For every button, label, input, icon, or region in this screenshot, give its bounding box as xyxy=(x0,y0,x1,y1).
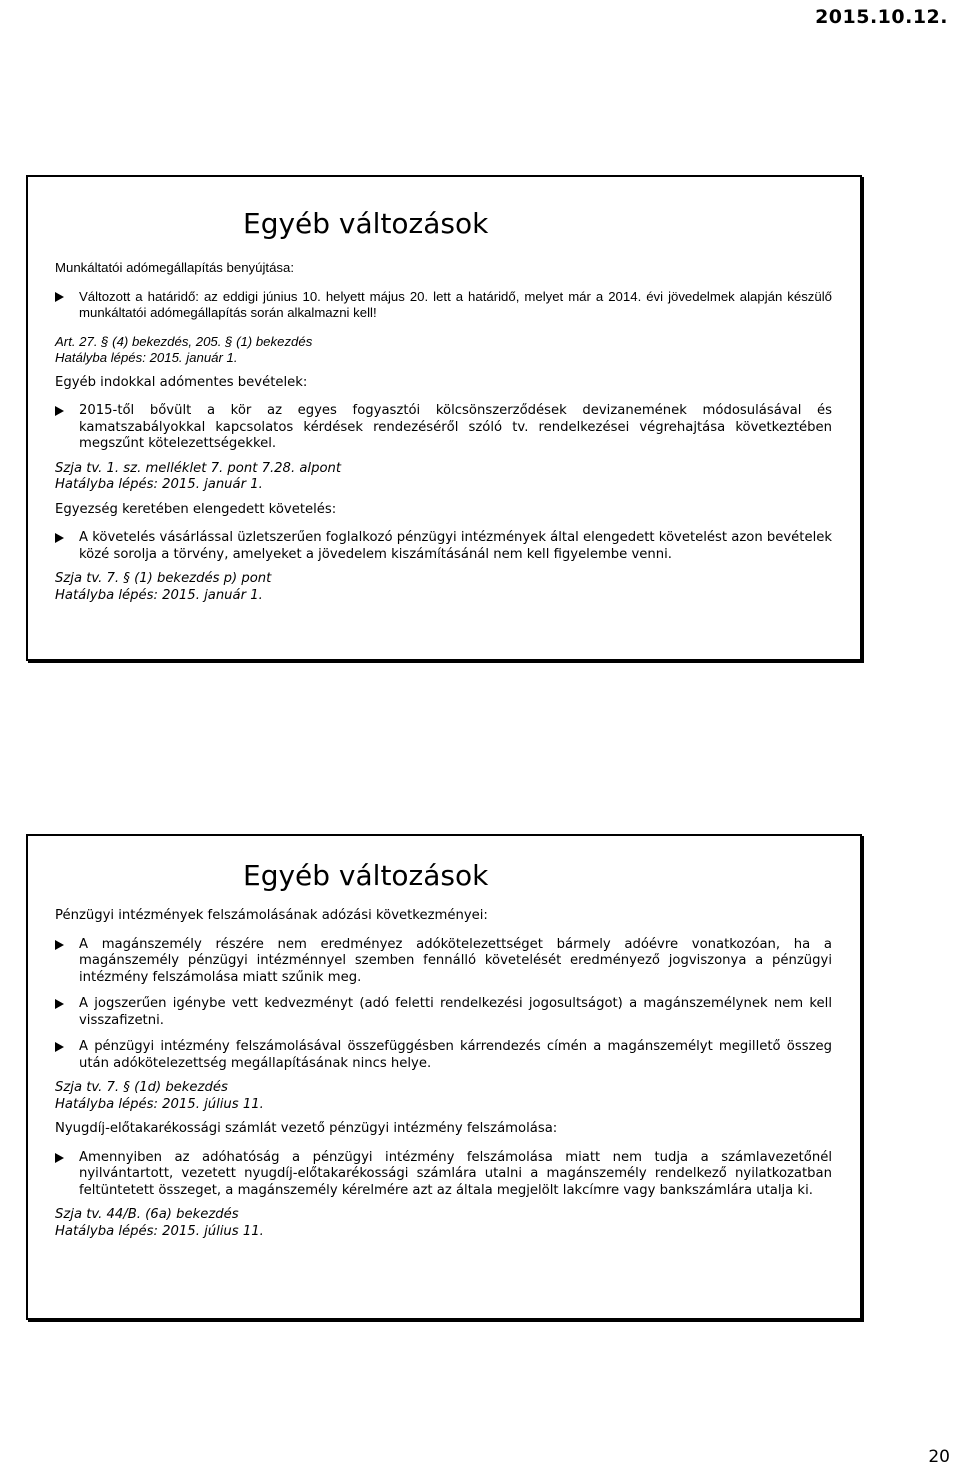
bullet-item xyxy=(55,937,832,987)
law-reference: Art. 27. § (4) bekezdés, 205. § (1) bekezdés xyxy=(55,333,313,349)
law-reference: Szja tv. 1. sz. melléklet 7. pont 7.28. alpont xyxy=(55,460,342,476)
section-heading: Egyéb indokkal adómentes bevételek: xyxy=(55,374,308,390)
bullet-item xyxy=(55,1150,832,1200)
document-date: 2015.10.12. xyxy=(815,6,948,28)
bullet-text: Változott a határidő: az eddigi június 10. helyett május 20. lett a határidő, melyet már a 2014. évi jövedelmek alapján készülő munkáltatói adómegállapítás során alkalmazni kell! xyxy=(79,288,832,320)
section-heading: Pénzügyi intézmények felszámolásának adózási következményei: xyxy=(55,908,488,923)
effective-date: Hatályba lépés: 2015. július 11. xyxy=(55,1223,264,1239)
bullet-text: A követelés vásárlással üzletszerűen foglalkozó pénzügyi intézmények által elengedett követelést azon bevételek közé sorolja a törvény, amelyeket a jövedelem kiszámításánál nem kell figyelembe venni. xyxy=(79,530,832,562)
bullet-text: 2015-től bővült a kör az egyes fogyasztói kölcsönszerződések devizanemének módosulásával és kamatszabályokkal kapcsolatos kérdések rendezéséről szóló tv. rendelkezései végrehajtása következtében megszűnt kötelezettségekkel. xyxy=(79,403,832,451)
bullet-text: Amennyiben az adóhatóság a pénzügyi intézmény felszámolása miatt nem tudja a számlavezetőnél nyilvántartott, vezetett nyugdíj-előtakarékossági számlára utalni a magánszemély rendelkező nyilatkozatban feltüntetett összeget, a magánszemély kérelmére azt az általa megjelölt lakcímre vagy bankszámlára utalja ki. xyxy=(79,1149,832,1198)
bullet-text: A jogszerűen igénybe vett kedvezményt (adó feletti rendelkezési jogosultságot) a magánszemélynek nem kell visszafizetni. xyxy=(79,996,832,1028)
effective-date: Hatályba lépés: 2015. január 1. xyxy=(55,477,263,492)
bullet-item xyxy=(55,403,832,453)
bullet-arrow-icon xyxy=(55,940,64,950)
bullet-item xyxy=(55,1039,832,1072)
effective-date: Hatályba lépés: 2015. január 1. xyxy=(55,350,238,365)
page-number: 20 xyxy=(928,1447,950,1467)
bullet-arrow-icon xyxy=(55,533,64,543)
slide-title: Egyéb változások xyxy=(243,859,489,892)
slide-content xyxy=(55,908,832,1240)
bullet-text: A pénzügyi intézmény felszámolásával összefüggésben kárrendezés címén a magánszemélyt megillető összeg után adókötelezettség megállapításának nincs helye. xyxy=(79,1039,832,1071)
slide-title: Egyéb változások xyxy=(243,207,489,240)
law-reference: Szja tv. 7. § (1) bekezdés p) pont xyxy=(55,571,272,586)
slide-1 xyxy=(26,175,862,661)
bullet-arrow-icon xyxy=(55,1042,64,1052)
law-reference: Szja tv. 44/B. (6a) bekezdés xyxy=(55,1207,239,1222)
section-heading: Nyugdíj-előtakarékossági számlát vezető pénzügyi intézmény felszámolása: xyxy=(55,1121,558,1136)
section-heading: Munkáltatói adómegállapítás benyújtása: xyxy=(55,260,294,275)
effective-date: Hatályba lépés: 2015. július 11. xyxy=(55,1096,264,1112)
bullet-arrow-icon xyxy=(55,292,64,302)
bullet-arrow-icon xyxy=(55,1153,64,1163)
section-heading: Egyezség keretében elengedett követelés: xyxy=(55,501,337,517)
bullet-arrow-icon xyxy=(55,406,64,416)
slide-content xyxy=(55,260,832,604)
law-reference: Szja tv. 7. § (1d) bekezdés xyxy=(55,1080,228,1095)
bullet-item xyxy=(55,996,832,1029)
bullet-item xyxy=(55,530,832,563)
slide-2 xyxy=(26,834,862,1320)
bullet-arrow-icon xyxy=(55,999,64,1009)
bullet-item xyxy=(55,289,832,322)
bullet-text: A magánszemély részére nem eredményez adókötelezettséget bármely adóévre vonatkozóan, ha a magánszemély pénzügyi intézménnyel szemben fennálló követelését eredményező jogviszonya a pénzügyi intézmény felszámolása miatt szűnik meg. xyxy=(79,936,832,985)
effective-date: Hatályba lépés: 2015. január 1. xyxy=(55,587,263,603)
